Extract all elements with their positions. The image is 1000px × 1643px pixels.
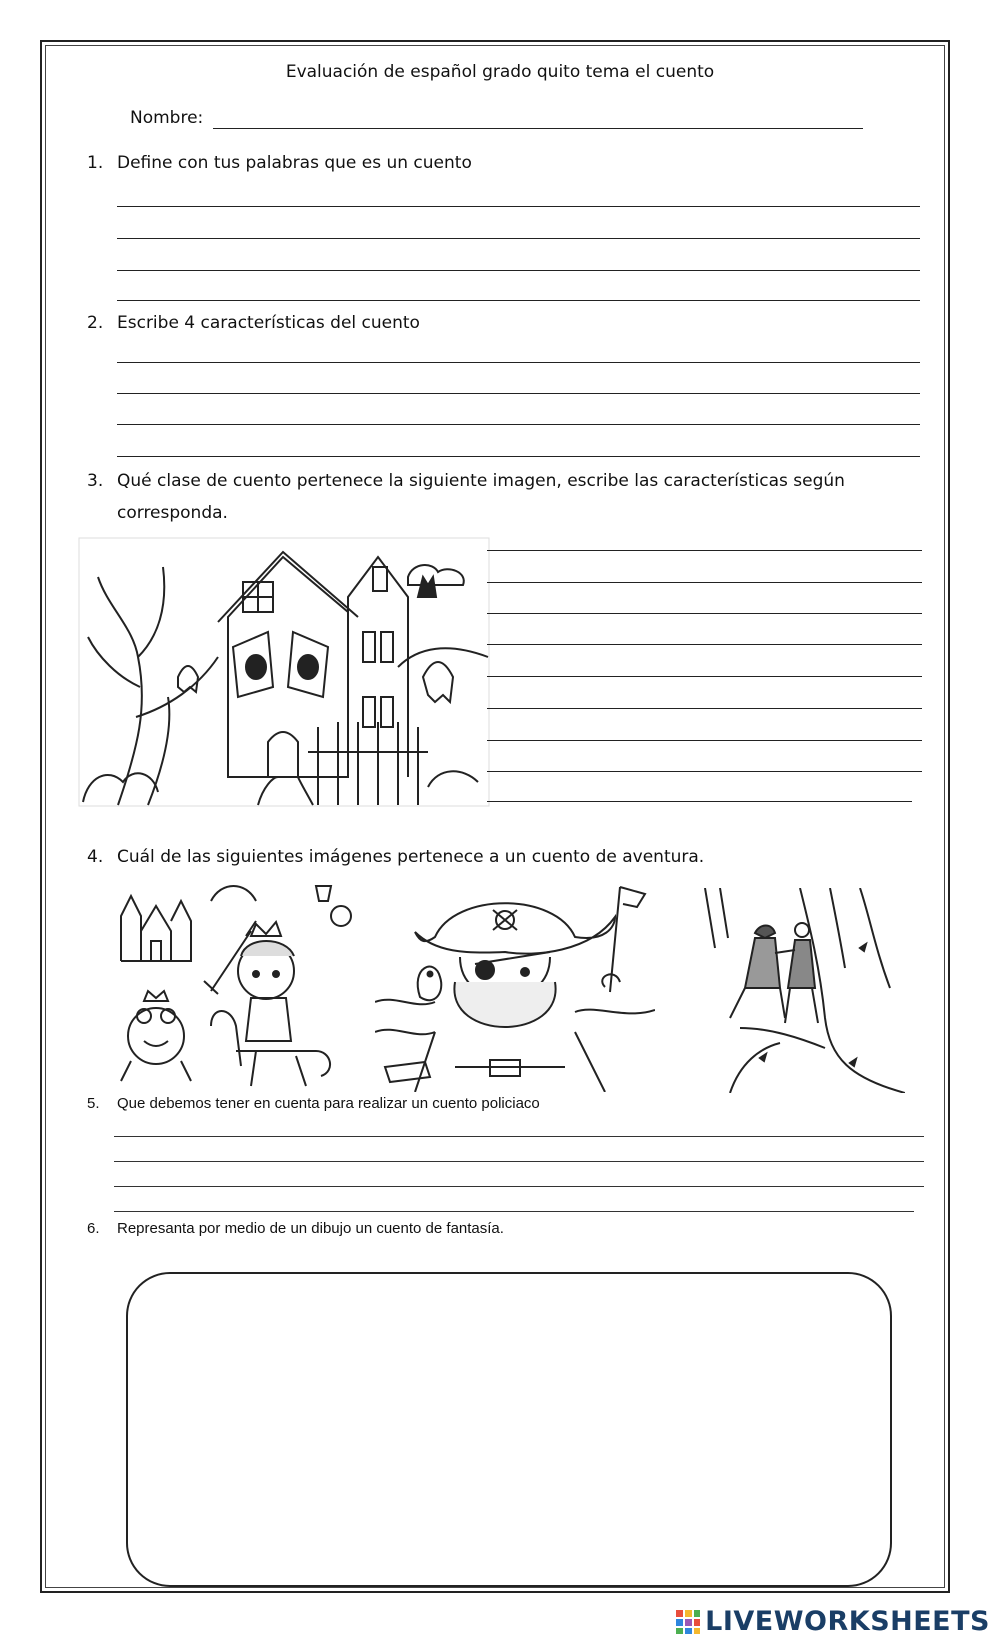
question-number: 1. <box>87 153 104 173</box>
answer-line[interactable] <box>117 362 920 363</box>
question-text: Define con tus palabras que es un cuento <box>117 153 472 173</box>
answer-line[interactable] <box>487 550 922 551</box>
question-number: 6. <box>87 1220 100 1237</box>
answer-line[interactable] <box>117 238 920 239</box>
question-number: 4. <box>87 847 104 867</box>
answer-line[interactable] <box>117 300 920 301</box>
answer-line[interactable] <box>487 708 922 709</box>
answer-line[interactable] <box>487 740 922 741</box>
answer-line[interactable] <box>114 1136 924 1137</box>
haunted-house-illustration <box>78 537 490 807</box>
question-text: Cuál de las siguientes imágenes pertenece a un cuento de aventura. <box>117 847 705 867</box>
question-text: Qué clase de cuento pertenece la siguiente imagen, escribe las características según <box>117 471 845 491</box>
name-label: Nombre: <box>130 108 204 128</box>
drawing-area[interactable] <box>126 1272 892 1587</box>
question-3-continuation: corresponda. <box>117 503 228 523</box>
question-4 <box>87 842 704 873</box>
answer-line[interactable] <box>487 676 922 677</box>
answer-line[interactable] <box>117 206 920 207</box>
liveworksheets-logo <box>675 1606 990 1637</box>
answer-line[interactable] <box>117 393 920 394</box>
pirate-illustration[interactable] <box>375 882 655 1092</box>
question-text: Escribe 4 características del cuento <box>117 313 420 333</box>
liveworksheets-logo-icon <box>675 1609 701 1635</box>
worksheet-title: Evaluación de español grado quito tema el cuento <box>285 62 715 82</box>
name-input-line[interactable] <box>213 128 863 129</box>
answer-line[interactable] <box>117 424 920 425</box>
answer-line[interactable] <box>487 644 922 645</box>
question-1 <box>87 148 472 179</box>
question-3 <box>87 466 845 497</box>
answer-line[interactable] <box>114 1211 914 1212</box>
question-text: Que debemos tener en cuenta para realizar un cuento policiaco <box>117 1095 540 1112</box>
question-text: Represanta por medio de un dibujo un cuento de fantasía. <box>117 1220 504 1237</box>
answer-line[interactable] <box>117 270 920 271</box>
question-number: 2. <box>87 313 104 333</box>
logo-text: LIVEWORKSHEETS <box>705 1606 990 1637</box>
answer-line[interactable] <box>487 613 922 614</box>
answer-line[interactable] <box>487 582 922 583</box>
question-6 <box>87 1213 504 1244</box>
answer-line[interactable] <box>114 1161 924 1162</box>
question-number: 5. <box>87 1095 100 1112</box>
detectives-cliff-illustration[interactable] <box>700 888 905 1093</box>
question-2 <box>87 308 420 339</box>
answer-line[interactable] <box>487 771 922 772</box>
question-number: 3. <box>87 471 104 491</box>
prince-castle-frog-illustration[interactable] <box>116 876 361 1091</box>
answer-line[interactable] <box>487 801 912 802</box>
answer-line[interactable] <box>117 456 920 457</box>
question-5 <box>87 1088 540 1119</box>
answer-line[interactable] <box>114 1186 924 1187</box>
